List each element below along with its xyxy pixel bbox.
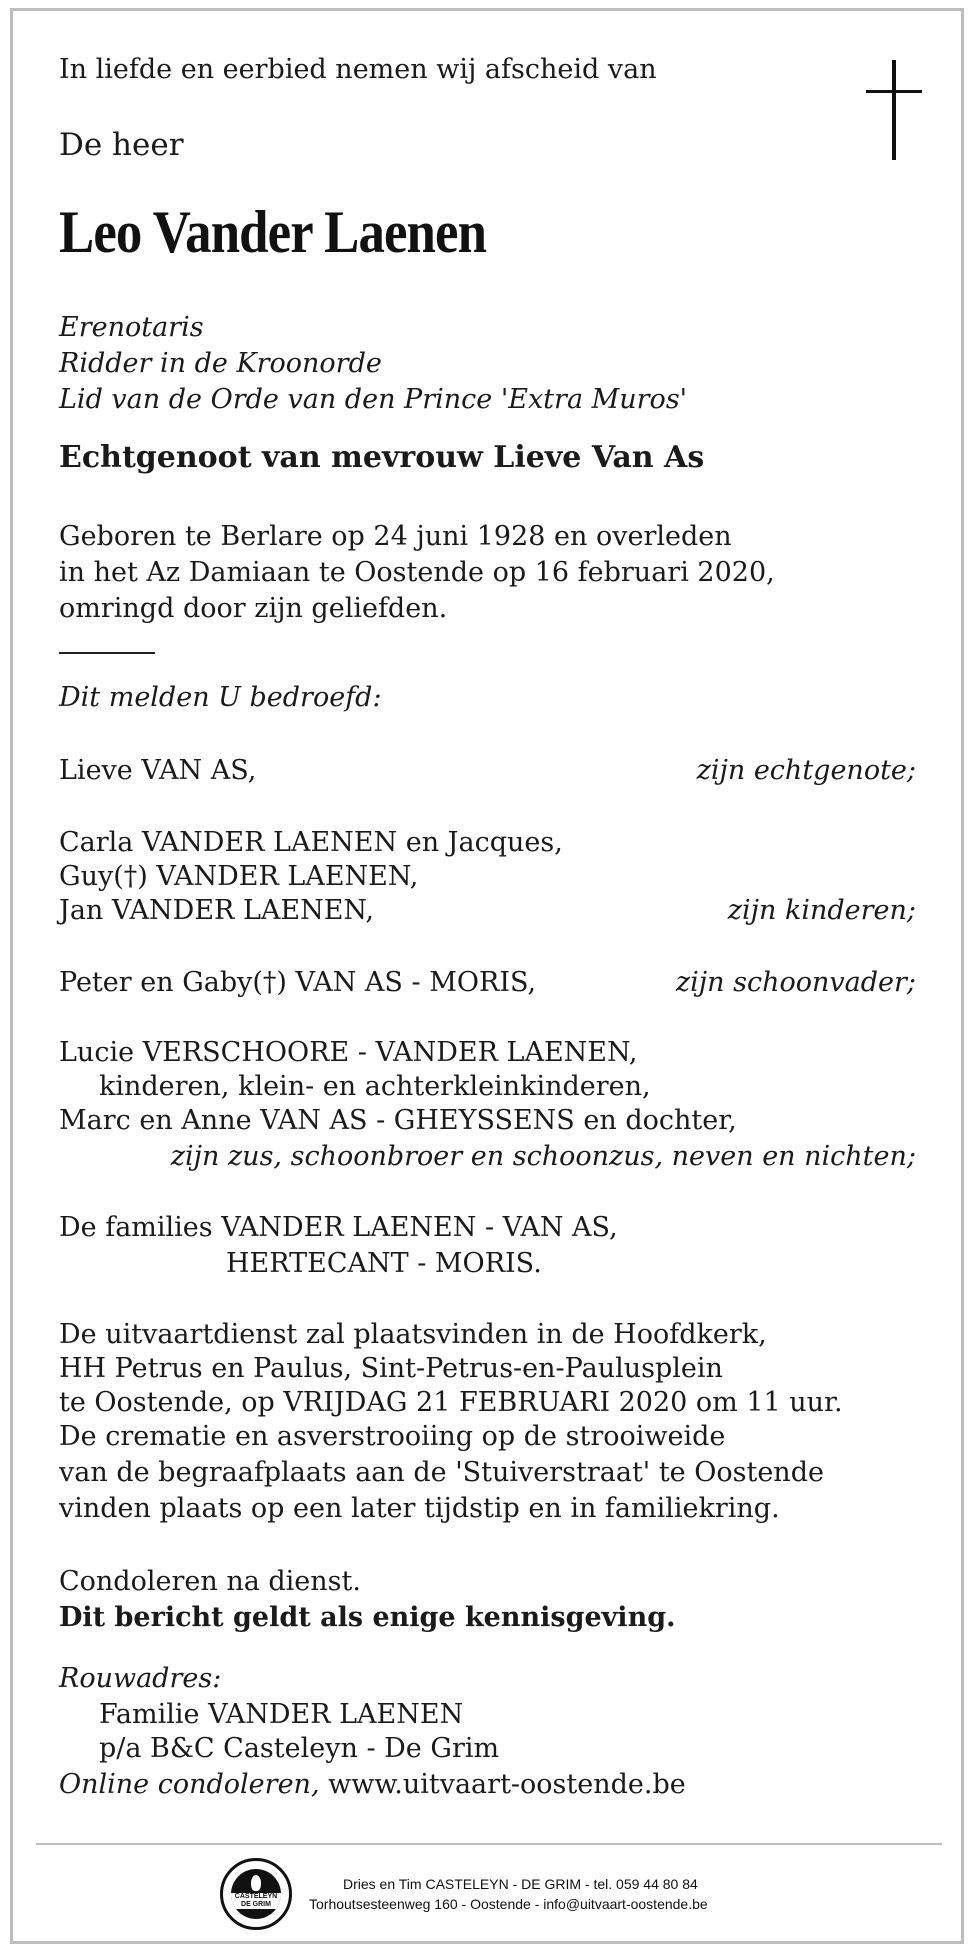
spouse-role: zijn echtgenote; (696, 755, 916, 786)
footer-line-1: Dries en Tim CASTELEYN - DE GRIM - tel. 059 44 80 84 (343, 1876, 698, 1892)
siblings-role: zijn zus, schoonbroer en schoonzus, neven en nichten; (170, 1141, 916, 1172)
title-2: Ridder in de Kroonorde (59, 348, 382, 379)
child-1: Carla VANDER LAENEN en Jacques, (59, 827, 563, 858)
child-2: Guy(†) VANDER LAENEN, (59, 861, 419, 892)
address-family: Familie VANDER LAENEN (99, 1699, 464, 1730)
funeral-4: De crematie en asverstrooiing op de strooiweide (59, 1421, 726, 1452)
spouse-name: Lieve VAN AS, (59, 755, 257, 786)
cross-icon (866, 60, 922, 160)
father-in-law-role: zijn schoonvader; (675, 967, 916, 998)
sibling-1: Lucie VERSCHOORE - VANDER LAENEN, (59, 1037, 638, 1068)
footer-line-2: Torhoutsesteenweg 160 - Oostende - info@uitvaart-oostende.be (309, 1896, 708, 1912)
spouse-line: Echtgenoot van mevrouw Lieve Van As (59, 440, 705, 475)
address-label: Rouwadres: (59, 1663, 222, 1694)
children-role: zijn kinderen; (727, 895, 916, 926)
birth-death-2: in het Az Damiaan te Oostende op 16 februari 2020, (59, 557, 775, 588)
intro-text: In liefde en eerbied nemen wij afscheid van (59, 54, 657, 85)
flame-icon (251, 1875, 261, 1891)
divider (59, 652, 155, 654)
condolences: Condoleren na dienst. (59, 1566, 361, 1597)
notice: Dit bericht geldt als enige kennisgeving. (59, 1602, 676, 1633)
title-1: Erenotaris (59, 312, 204, 343)
title-3: Lid van de Orde van den Prince 'Extra Muros' (59, 384, 688, 415)
logo-text-2: DE GRIM (241, 1901, 271, 1908)
father-in-law-name: Peter en Gaby(†) VAN AS - MORIS, (59, 967, 537, 998)
online-label: Online condoleren, (59, 1769, 320, 1800)
funeral-3: te Oostende, op VRIJDAG 21 FEBRUARI 2020 om 11 uur. (59, 1387, 843, 1418)
families-2: HERTECANT - MORIS. (226, 1248, 542, 1279)
funeral-1: De uitvaartdienst zal plaatsvinden in de Hoofdkerk, (59, 1319, 767, 1350)
deceased-name: Leo Vander Laenen (59, 199, 487, 265)
website-link[interactable]: www.uitvaart-oostende.be (328, 1769, 686, 1800)
birth-death-1: Geboren te Berlare op 24 juni 1928 en overleden (59, 521, 732, 552)
logo-text-1: CASTELEYN (234, 1893, 278, 1900)
funeral-6: vinden plaats op een later tijdstip en in familiekring. (59, 1493, 780, 1524)
sibling-3: Marc en Anne VAN AS - GHEYSSENS en dochter, (59, 1105, 737, 1136)
sibling-2: kinderen, klein- en achterkleinkinderen, (99, 1071, 651, 1102)
birth-death-3: omringd door zijn geliefden. (59, 593, 448, 624)
salutation: De heer (59, 127, 184, 163)
address-care-of: p/a B&C Casteleyn - De Grim (99, 1733, 500, 1764)
child-3: Jan VANDER LAENEN, (59, 895, 374, 926)
footer-divider (36, 1843, 942, 1845)
funeral-home-logo (220, 1858, 292, 1930)
announce-heading: Dit melden U bedroefd: (59, 682, 382, 713)
funeral-5: van de begraafplaats aan de 'Stuiverstraat' te Oostende (59, 1457, 824, 1488)
families-1: De families VANDER LAENEN - VAN AS, (59, 1212, 618, 1243)
funeral-2: HH Petrus en Paulus, Sint-Petrus-en-Paulusplein (59, 1353, 723, 1384)
online-condolences (59, 1767, 686, 1803)
